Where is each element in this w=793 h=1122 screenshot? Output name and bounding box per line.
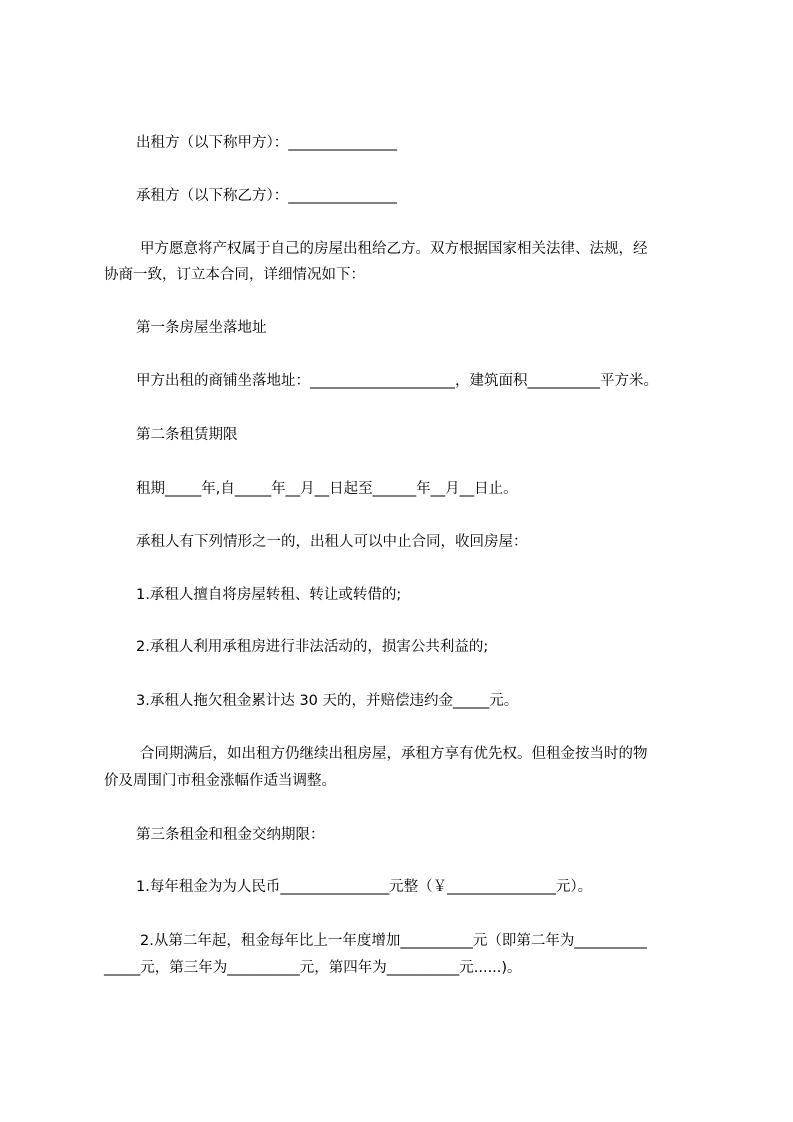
renewal-paragraph-line-2: 价及周围门市租金涨幅作适当调整。 [104,773,336,789]
annual-rent-item: 1.每年租金为为人民币_______________元整（￥_______________元）。 [136,879,593,895]
intro-paragraph-line-2: 协商一致，订立本合同，详细情况如下： [104,267,365,283]
rent-increase-line-1: 2.从第二年起，租金每年比上一年度增加__________元（即第二年为__________ [140,933,647,949]
lessee-line: 承租方（以下称乙方）：_______________ [136,188,397,204]
lessor-line: 出租方（以下称甲方）：_______________ [136,135,397,151]
termination-item: 1.承租人擅自将房屋转租、转让或转借的; [136,587,402,603]
article-1-address: 甲方出租的商铺坐落地址：____________________，建筑面积__________平方米。 [136,373,658,389]
termination-item: 3.承租人拖欠租金累计达 30 天的，并赔偿违约金_____元。 [136,693,519,709]
rent-increase-line-2: _____元，第三年为__________元，第四年为__________元......)。 [104,960,522,976]
renewal-paragraph-line-1: 合同期满后，如出租方仍继续出租房屋，承租方享有优先权。但租金按当时的物 [140,746,648,762]
article-1-title: 第一条房屋坐落地址 [136,320,267,336]
intro-paragraph-line-1: 甲方愿意将产权属于自己的房屋出租给乙方。双方根据国家相关法律、法规，经 [140,241,648,257]
article-2-title: 第二条租赁期限 [136,427,238,443]
article-3-title: 第三条租金和租金交纳期限： [136,827,325,843]
termination-intro: 承租人有下列情形之一的，出租人可以中止合同，收回房屋： [136,534,528,550]
lease-term: 租期_____年,自_____年__月__日起至______年__月__日止。 [136,481,518,497]
termination-item: 2.承租人利用承租房进行非法活动的，损害公共利益的; [136,639,489,655]
